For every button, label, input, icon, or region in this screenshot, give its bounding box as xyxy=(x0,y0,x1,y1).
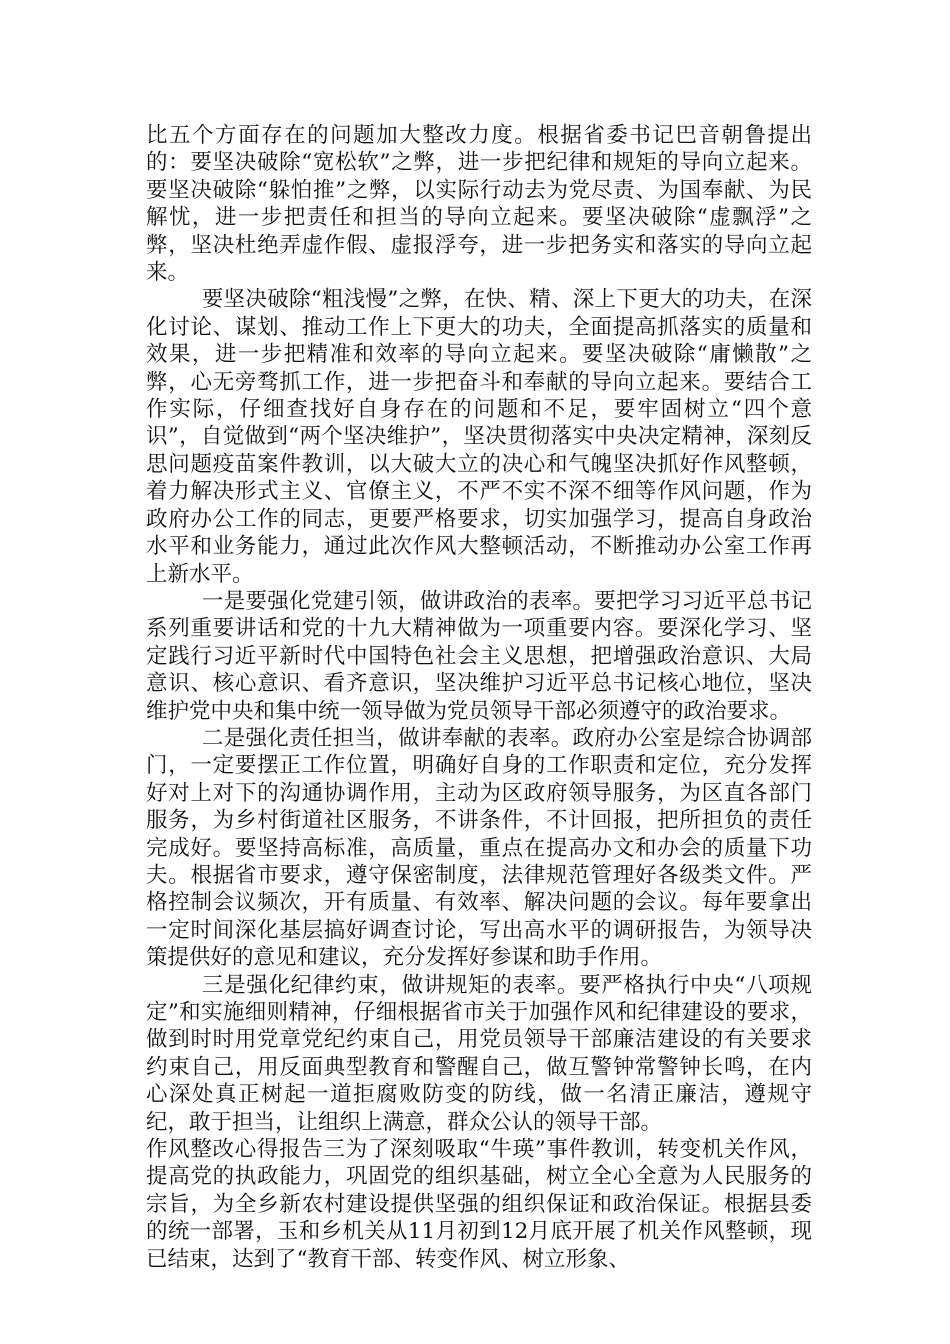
paragraph-3: 一是要强化党建引领，做讲政治的表率。要把学习习近平总书记系列重要讲话和党的十九大精神做为一项重要内容。要深化学习、坚定践行习近平新时代中国特色社会主义思想，把增强政治意识、大局意识、核心意识、看齐意识，坚决维护习近平总书记核心地位，坚决维护党中央和集中统一领导做为党员领导干部必须遵守的政治要求。 xyxy=(146,588,812,724)
paragraph-1: 比五个方面存在的问题加大整改力度。根据省委书记巴音朝鲁提出的：要坚决破除“宽松软”之弊，进一步把纪律和规矩的导向立起来。要坚决破除“躲怕推”之弊，以实际行动去为党尽责、为国奉献、为民解忧，进一步把责任和担当的导向立起来。要坚决破除“虚飘浮”之弊，坚决杜绝弄虚作假、虚报浮夸，进一步把务实和落实的导向立起来。 xyxy=(146,123,812,286)
paragraph-5: 三是强化纪律约束，做讲规矩的表率。要严格执行中央“八项规定”和实施细则精神，仔细根据省市关于加强作风和纪律建设的要求，做到时时用党章党纪约束自己，用党员领导干部廉洁建设的有关要求约束自己，用反面典型教育和警醒自己，做互警钟常警钟长鸣，在内心深处真正树起一道拒腐败防变的防线，做一名清正廉洁，遵规守纪，敢于担当，让组织上满意，群众公认的领导干部。 xyxy=(146,972,812,1135)
paragraph-6: 作风整改心得报告三为了深刻吸取“牛瑛”事件教训，转变机关作风，提高党的执政能力，巩固党的组织基础，树立全心全意为人民服务的宗旨，为全乡新农村建设提供坚强的组织保证和政治保证。根据县委的统一部署，玉和乡机关从11月初到12月底开展了机关作风整顿，现已结束，达到了“教育干部、转变作风、树立形象、 xyxy=(146,1137,812,1272)
document-body xyxy=(146,122,812,1273)
paragraph-2: 要坚决破除“粗浅慢”之弊，在快、精、深上下更大的功夫，在深化讨论、谋划、推动工作上下更大的功夫，全面提高抓落实的质量和效果，进一步把精准和效率的导向立起来。要坚决破除“庸懒散”之弊，心无旁骛抓工作，进一步把奋斗和奉献的导向立起来。要结合工作实际，仔细查找好自身存在的问题和不足，要牢固树立“四个意识”，自觉做到“两个坚决维护”，坚决贯彻落实中央决定精神，深刻反思问题疫苗案件教训，以大破大立的决心和气魄坚决抓好作风整顿，着力解决形式主义、官僚主义，不严不实不深不细等作风问题，作为政府办公工作的同志，更要严格要求，切实加强学习，提高自身政治水平和业务能力，通过此次作风大整顿活动，不断推动办公室工作再上新水平。 xyxy=(146,287,812,587)
paragraph-4: 二是强化责任担当，做讲奉献的表率。政府办公室是综合协调部门，一定要摆正工作位置，明确好自身的工作职责和定位，充分发挥好对上对下的沟通协调作用，主动为区政府领导服务，为区直各部门服务，为乡村街道社区服务，不讲条件，不计回报，把所担负的责任完成好。要坚持高标准，高质量，重点在提高办文和办会的质量下功夫。根据省市要求，遵守保密制度，法律规范管理好各级类文件。严格控制会议频次，开有质量、有效率、解决问题的会议。每年要拿出一定时间深化基层搞好调查讨论，写出高水平的调研报告，为领导决策提供好的意见和建议，充分发挥好参谋和助手作用。 xyxy=(146,725,812,971)
